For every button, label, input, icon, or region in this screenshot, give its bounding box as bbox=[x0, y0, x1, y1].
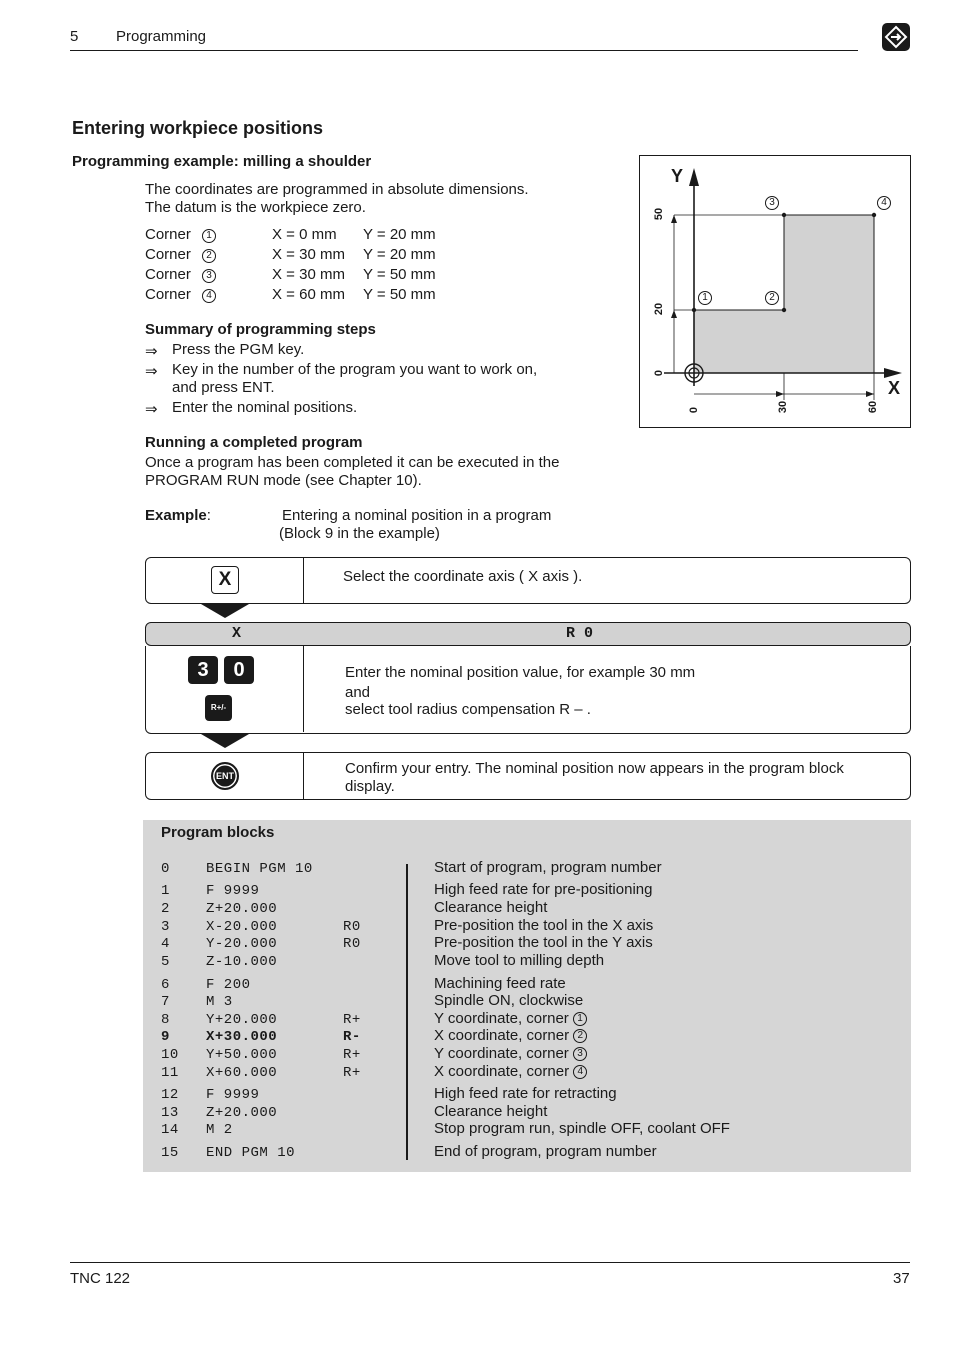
block-number: 11 bbox=[161, 1065, 179, 1081]
block-description: Y coordinate, corner bbox=[434, 1045, 569, 1062]
summary-step-2a: Key in the number of the program you want to work on, bbox=[172, 361, 538, 378]
summary-step-1: Press the PGM key. bbox=[172, 341, 305, 358]
step-select-axis bbox=[145, 557, 911, 604]
example-heading: Programming example: milling a shoulder bbox=[72, 153, 372, 170]
block-radius: R+ bbox=[343, 1065, 361, 1081]
corner-y: Y = 20 mm bbox=[363, 246, 436, 263]
block-number: 8 bbox=[161, 1012, 170, 1028]
digit-0-key[interactable]: 0 bbox=[224, 656, 254, 684]
intro-line-2: The datum is the workpiece zero. bbox=[145, 199, 366, 216]
block-number: 2 bbox=[161, 901, 170, 917]
example-label-wrap bbox=[145, 507, 211, 525]
block-code: Y-20.000 bbox=[206, 936, 278, 952]
example-colon: : bbox=[206, 507, 211, 524]
block-number: 15 bbox=[161, 1145, 179, 1161]
block-description-wrap bbox=[434, 1063, 587, 1080]
block-number: 14 bbox=[161, 1122, 179, 1138]
divider bbox=[303, 558, 304, 603]
summary-step-2b: and press ENT. bbox=[172, 379, 275, 396]
corner-x: X = 0 mm bbox=[272, 226, 337, 243]
step-enter-value bbox=[145, 646, 911, 734]
block-number: 7 bbox=[161, 994, 170, 1010]
block-description-wrap bbox=[434, 1010, 587, 1027]
section-title: Entering workpiece positions bbox=[72, 118, 324, 138]
block-radius: R0 bbox=[343, 936, 361, 952]
block-description: Stop program run, spindle OFF, coolant OFF bbox=[434, 1120, 730, 1137]
block-description: Pre-position the tool in the X axis bbox=[434, 917, 654, 934]
corner-x: X = 60 mm bbox=[272, 286, 345, 303]
divider bbox=[303, 753, 304, 799]
corner-label: Corner bbox=[145, 226, 191, 243]
block-radius: R0 bbox=[343, 919, 361, 935]
block-description-wrap bbox=[434, 1045, 587, 1062]
footer-product: TNC 122 bbox=[70, 1270, 131, 1287]
block-description: End of program, program number bbox=[434, 1143, 657, 1160]
corner-number-badge: 2 bbox=[202, 249, 216, 263]
footer-rule bbox=[70, 1262, 910, 1263]
x-axis-key[interactable]: X bbox=[211, 566, 239, 594]
block-code: F 200 bbox=[206, 977, 251, 993]
corner-label: Corner bbox=[145, 286, 191, 303]
block-code: BEGIN PGM 10 bbox=[206, 861, 313, 877]
step-confirm bbox=[145, 752, 911, 800]
corner-number-badge: 4 bbox=[202, 289, 216, 303]
ent-key[interactable]: ENT bbox=[211, 762, 239, 790]
block-description: Y coordinate, corner bbox=[434, 1010, 569, 1027]
chapter-title: Programming bbox=[116, 28, 207, 45]
block-code: F 9999 bbox=[206, 1087, 260, 1103]
block-number: 4 bbox=[161, 936, 170, 952]
block-divider bbox=[406, 864, 408, 1160]
block-code: F 9999 bbox=[206, 883, 260, 899]
corner-marker-2: 2 bbox=[765, 291, 779, 305]
block-description: X coordinate, corner bbox=[434, 1027, 570, 1044]
block-radius: R- bbox=[343, 1029, 361, 1045]
corner-number-badge: 3 bbox=[573, 1047, 587, 1061]
corner-y: Y = 50 mm bbox=[363, 286, 436, 303]
step-2-text-3: select tool radius compensation R – . bbox=[345, 701, 591, 718]
x-tick-label: 30 bbox=[777, 400, 790, 414]
x-axis-label: X bbox=[888, 378, 901, 398]
y-tick-label: 50 bbox=[653, 207, 666, 221]
block-number: 12 bbox=[161, 1087, 179, 1103]
digit-3-key[interactable]: 3 bbox=[188, 656, 218, 684]
block-code: M 2 bbox=[206, 1122, 233, 1138]
corner-y: Y = 50 mm bbox=[363, 266, 436, 283]
block-code: Z+20.000 bbox=[206, 901, 278, 917]
x-tick-label: 60 bbox=[867, 400, 880, 414]
page-number: 37 bbox=[893, 1270, 910, 1287]
block-description: X coordinate, corner bbox=[434, 1063, 570, 1080]
corner-marker-4: 4 bbox=[877, 196, 891, 210]
summary-step-3: Enter the nominal positions. bbox=[172, 399, 358, 416]
corner-marker-1: 1 bbox=[698, 291, 712, 305]
corner-number-badge: 1 bbox=[202, 229, 216, 243]
arrow-icon: ⇒ bbox=[145, 343, 158, 360]
block-code: X+60.000 bbox=[206, 1065, 278, 1081]
program-blocks-title: Program blocks bbox=[161, 824, 275, 841]
corner-label: Corner bbox=[145, 266, 191, 283]
y-tick-label: 0 bbox=[653, 369, 666, 377]
step-3-text-1: Confirm your entry. The nominal position now appears in the program block bbox=[345, 760, 844, 777]
block-code: END PGM 10 bbox=[206, 1145, 296, 1161]
block-description: High feed rate for pre-positioning bbox=[434, 881, 653, 898]
arrow-icon: ⇒ bbox=[145, 401, 158, 418]
step-3-text-2: display. bbox=[345, 778, 395, 795]
block-code: Z+20.000 bbox=[206, 1105, 278, 1121]
block-number: 5 bbox=[161, 954, 170, 970]
block-code: X+30.000 bbox=[206, 1029, 278, 1045]
block-description: Move tool to milling depth bbox=[434, 952, 605, 969]
block-radius: R+ bbox=[343, 1012, 361, 1028]
intro-line-1: The coordinates are programmed in absolute dimensions. bbox=[145, 181, 529, 198]
corner-marker-3: 3 bbox=[765, 196, 779, 210]
x-tick-label: 0 bbox=[688, 406, 701, 414]
block-code: Y+50.000 bbox=[206, 1047, 278, 1063]
block-number: 3 bbox=[161, 919, 170, 935]
chapter-number: 5 bbox=[70, 28, 79, 45]
corner-label: Corner bbox=[145, 246, 191, 263]
block-description: Start of program, program number bbox=[434, 859, 662, 876]
position-display bbox=[145, 622, 911, 646]
divider bbox=[303, 646, 304, 732]
example-line-1: Entering a nominal position in a program bbox=[282, 507, 552, 524]
corner-number-badge: 3 bbox=[202, 269, 216, 283]
arrow-icon: ⇒ bbox=[145, 363, 158, 380]
running-line-1: Once a program has been completed it can be executed in the bbox=[145, 454, 560, 471]
block-description: Spindle ON, clockwise bbox=[434, 992, 584, 1009]
shoulder-diagram bbox=[639, 155, 911, 428]
block-number: 10 bbox=[161, 1047, 179, 1063]
display-value: R 0 bbox=[566, 625, 594, 642]
summary-title: Summary of programming steps bbox=[145, 321, 376, 338]
flow-arrow-icon bbox=[201, 604, 249, 618]
step-2-text-1: Enter the nominal position value, for example 30 mm bbox=[345, 664, 696, 681]
radius-comp-key[interactable]: R+/- bbox=[205, 695, 232, 721]
block-radius: R+ bbox=[343, 1047, 361, 1063]
corner-x: X = 30 mm bbox=[272, 266, 345, 283]
example-label: Example bbox=[145, 507, 207, 524]
program-mode-icon bbox=[882, 23, 910, 51]
running-title: Running a completed program bbox=[145, 434, 363, 451]
flow-arrow-icon bbox=[201, 734, 249, 748]
step-1-text: Select the coordinate axis ( X axis ). bbox=[343, 568, 583, 585]
step-2-text-2: and bbox=[345, 684, 371, 701]
program-blocks-panel bbox=[143, 820, 911, 1172]
block-description: Clearance height bbox=[434, 899, 548, 916]
block-code: Y+20.000 bbox=[206, 1012, 278, 1028]
header-rule bbox=[70, 50, 858, 51]
block-description: Clearance height bbox=[434, 1103, 548, 1120]
block-number: 6 bbox=[161, 977, 170, 993]
example-line-2: (Block 9 in the example) bbox=[279, 525, 440, 542]
block-code: M 3 bbox=[206, 994, 233, 1010]
block-description: Machining feed rate bbox=[434, 975, 566, 992]
block-code: X-20.000 bbox=[206, 919, 278, 935]
block-number: 13 bbox=[161, 1105, 179, 1121]
block-code: Z-10.000 bbox=[206, 954, 278, 970]
block-number: 1 bbox=[161, 883, 170, 899]
block-number: 9 bbox=[161, 1029, 170, 1045]
corner-number-badge: 4 bbox=[573, 1065, 587, 1079]
block-description: High feed rate for retracting bbox=[434, 1085, 617, 1102]
block-number: 0 bbox=[161, 861, 170, 877]
corner-x: X = 30 mm bbox=[272, 246, 345, 263]
corner-number-badge: 2 bbox=[573, 1029, 587, 1043]
y-axis-label: Y bbox=[671, 166, 684, 186]
block-description-wrap bbox=[434, 1027, 587, 1044]
running-line-2: PROGRAM RUN mode (see Chapter 10). bbox=[145, 472, 422, 489]
corner-number-badge: 1 bbox=[573, 1012, 587, 1026]
display-axis: X bbox=[232, 625, 242, 642]
corner-y: Y = 20 mm bbox=[363, 226, 436, 243]
y-tick-label: 20 bbox=[653, 302, 666, 316]
block-description: Pre-position the tool in the Y axis bbox=[434, 934, 653, 951]
